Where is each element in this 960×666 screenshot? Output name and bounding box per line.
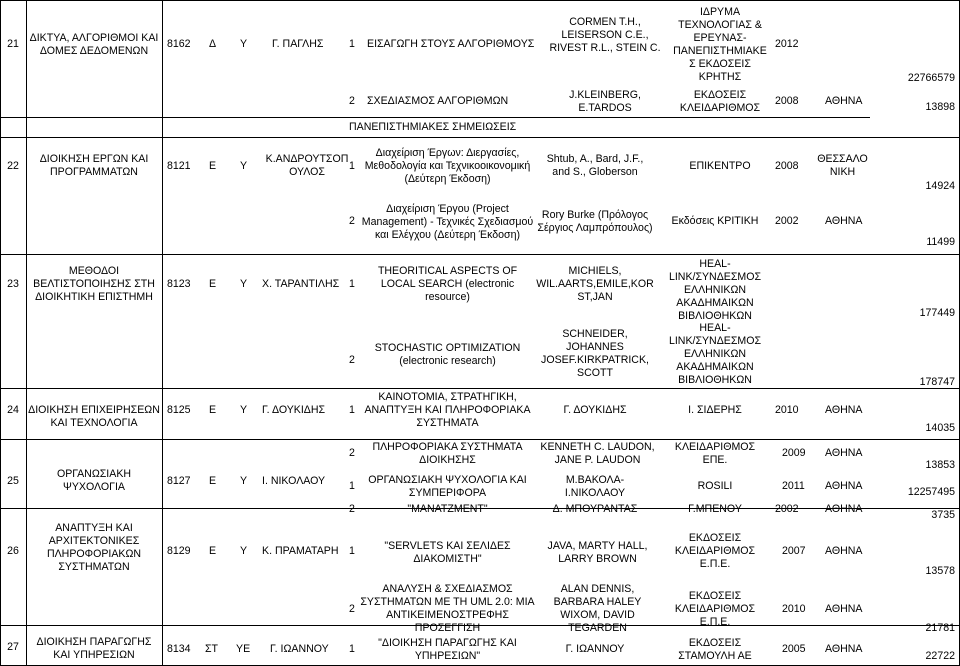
book-seq: 2 xyxy=(349,354,355,366)
course-type: Ε xyxy=(209,278,217,290)
course-code: 8129 xyxy=(167,545,191,557)
book-title: ΑΝΑΛΥΣΗ & ΣΧΕΔΙΑΣΜΟΣ ΣΥΣΤΗΜΑΤΩΝ ΜΕ ΤΗ UML 2.0: ΜΙΑ ΑΝΤΙΚΕΙΜΕΝΟΣΤΡΕΦΗΣ ΠΡΟΣΕΓΓΙΣΗ xyxy=(360,583,535,634)
row-number: 23 xyxy=(7,278,19,290)
book-title: ΚΑΙΝΟΤΟΜΙΑ, ΣΤΡΑΤΗΓΙΚΗ, ΑΝΑΠΤΥΞΗ ΚΑΙ ΠΛΗΡΟΦΟΡΙΑΚΑ ΣΥΣΤΗΜΑΤΑ xyxy=(364,391,531,429)
grid-line xyxy=(26,0,27,666)
book-seq: 1 xyxy=(349,480,355,492)
book-title: Διαχείριση Έργου (Project Management) - Τεχνικές Σχεδιασμού και Ελέγχου (Δεύτερη Έκδοση) xyxy=(361,203,534,241)
course-type: ΣΤ xyxy=(205,643,219,655)
course-semester: Υ xyxy=(240,160,248,172)
book-year: 2012 xyxy=(775,38,799,50)
book-year: 2010 xyxy=(782,603,806,615)
row-number: 27 xyxy=(7,641,19,653)
book-title: "ΔΙΟΙΚΗΣΗ ΠΑΡΑΓΩΓΗΣ ΚΑΙ ΥΠΗΡΕΣΙΩΝ" xyxy=(378,637,517,662)
book-city: ΑΘΗΝΑ xyxy=(825,545,863,557)
course-code: 8121 xyxy=(167,160,191,172)
book-title: "SERVLETS ΚΑΙ ΣΕΛΙΔΕΣ ΔΙΑΚΟΜΙΣΤΗ" xyxy=(384,540,511,565)
book-code: 21781 xyxy=(925,622,955,634)
course-title: ΔΙΟΙΚΗΣΗ ΕΠΙΧΕΙΡΗΣΕΩΝ ΚΑΙ ΤΕΧΝΟΛΟΓΙΑ xyxy=(28,404,160,429)
book-city: ΑΘΗΝΑ xyxy=(825,503,863,515)
book-code: 13898 xyxy=(925,101,955,113)
course-title: ΜΕΘΟΔΟΙ ΒΕΛΤΙΣΤΟΠΟΙΗΣΗΣ ΣΤΗ ΔΙΟΙΚΗΤΙΚΗ ΕΠΙΣΤΗΜΗ xyxy=(33,265,155,303)
book-title: STOCHASTIC OPTIMIZATION (electronic research) xyxy=(374,342,521,367)
book-publisher: ΕΚΔΟΣΕΙΣ ΚΛΕΙΔΑΡΙΘΜΟΣ xyxy=(679,89,761,114)
book-city: ΑΘΗΝΑ xyxy=(825,480,863,492)
book-publisher: ΙΔΡΥΜΑ ΤΕΧΝΟΛΟΓΙΑΣ & ΕΡΕΥΝΑΣ- ΠΑΝΕΠΙΣΤΗΜΙΑΚΕ Σ ΕΚΔΟΣΕΙΣ ΚΡΗΤΗΣ xyxy=(673,6,767,83)
book-year: 2007 xyxy=(782,545,806,557)
book-authors: Μ.ΒΑΚΟΛΑ- Ι.ΝΙΚΟΛΑΟΥ xyxy=(564,474,626,499)
book-year: 2002 xyxy=(775,215,799,227)
course-code: 8162 xyxy=(167,38,191,50)
course-title: ΔΙΟΙΚΗΣΗ ΕΡΓΩΝ ΚΑΙ ΠΡΟΓΡΑΜΜΑΤΩΝ xyxy=(39,153,149,178)
instructor: Γ. ΔΟΥΚΙΔΗΣ xyxy=(262,404,326,416)
book-title: "ΜΑΝΑΤΖΜΕΝΤ" xyxy=(407,503,488,515)
grid-line xyxy=(0,388,960,389)
grid-line xyxy=(0,439,960,440)
course-semester: ΥΕ xyxy=(236,643,251,655)
book-authors: Rory Burke (Πρόλογος Σέργιος Λαμπρόπουλος) xyxy=(537,209,653,234)
book-city: ΑΘΗΝΑ xyxy=(825,215,863,227)
book-publisher: HEAL- LINK/ΣΥΝΔΕΣΜΟΣ ΕΛΛΗΝΙΚΩΝ ΑΚΑΔΗΜΑΙΚΩΝ ΒΙΒΛΙΟΘΗΚΩΝ xyxy=(668,322,762,386)
course-code: 8127 xyxy=(167,475,191,487)
book-seq: 2 xyxy=(349,503,355,515)
book-code: 13853 xyxy=(925,459,955,471)
book-authors: MICHIELS, WIL.AARTS,EMILE,KOR ST,JAN xyxy=(536,265,654,303)
book-authors: SCHNEIDER, JOHANNES JOSEF.KIRKPATRICK, SCOTT xyxy=(541,328,649,379)
book-code: 14924 xyxy=(925,180,955,192)
course-type: Ε xyxy=(209,545,217,557)
book-code: 22722 xyxy=(925,650,955,662)
book-seq: 2 xyxy=(349,603,355,615)
book-code: 3735 xyxy=(931,509,955,521)
book-publisher: ΕΠΙΚΕΝΤΡΟ xyxy=(689,160,751,172)
book-seq: 2 xyxy=(349,447,355,459)
book-city: ΑΘΗΝΑ xyxy=(825,603,863,615)
book-authors: Shtub, A., Bard, J.F., and S., Globerson xyxy=(546,153,644,178)
grid-line xyxy=(0,137,960,138)
course-note: ΠΑΝΕΠΙΣΤΗΜΙΑΚΕΣ ΣΗΜΕΙΩΣΕΙΣ xyxy=(349,121,517,133)
book-title: ΟΡΓΑΝΩΣΙΑΚΗ ΨΥΧΟΛΟΓΙΑ ΚΑΙ ΣΥΜΠΕΡΙΦΟΡΑ xyxy=(368,474,527,499)
book-publisher: Γ.ΜΠΕΝΟΥ xyxy=(688,503,742,515)
book-code: 12257495 xyxy=(907,486,955,498)
book-seq: 1 xyxy=(349,38,355,50)
book-code: 11499 xyxy=(926,236,955,248)
grid-line xyxy=(162,0,163,666)
course-semester: Υ xyxy=(240,278,248,290)
book-year: 2008 xyxy=(775,95,799,107)
course-code: 8123 xyxy=(167,278,191,290)
course-semester: Υ xyxy=(240,404,248,416)
instructor: Κ.ΑΝΔΡΟΥΤΣΟΠ ΟΥΛΟΣ xyxy=(265,153,349,178)
course-semester: Υ xyxy=(240,545,248,557)
grid-line xyxy=(0,0,960,1)
book-city: ΑΘΗΝΑ xyxy=(825,643,863,655)
book-year: 2005 xyxy=(782,643,806,655)
book-code: 14035 xyxy=(925,422,955,434)
row-number: 21 xyxy=(7,38,19,50)
course-title: ΔΙΚΤΥΑ, ΑΛΓΟΡΙΘΜΟΙ ΚΑΙ ΔΟΜΕΣ ΔΕΔΟΜΕΝΩΝ xyxy=(29,32,159,57)
book-city: ΑΘΗΝΑ xyxy=(825,95,863,107)
book-authors: Γ. ΙΩΑΝΝΟΥ xyxy=(565,643,625,655)
book-publisher: ROSILI xyxy=(697,480,733,492)
book-authors: Γ. ΔΟΥΚΙΔΗΣ xyxy=(563,404,627,416)
book-authors: KENNETH C. LAUDON, JANE P. LAUDON xyxy=(540,441,655,466)
book-year: 2009 xyxy=(782,447,806,459)
book-code: 178747 xyxy=(919,376,955,388)
row-number: 25 xyxy=(7,475,19,487)
book-publisher: ΚΛΕΙΔΑΡΙΘΜΟΣ ΕΠΕ. xyxy=(674,441,756,466)
book-seq: 1 xyxy=(349,643,355,655)
book-year: 2002 xyxy=(775,503,799,515)
book-publisher: ΕΚΔΟΣΕΙΣ ΣΤΑΜΟΥΛΗ ΑΕ xyxy=(678,637,752,662)
book-authors: JAVA, MARTY HALL, LARRY BROWN xyxy=(547,540,648,565)
book-code: 177449 xyxy=(919,307,955,319)
course-type: Ε xyxy=(209,160,217,172)
book-seq: 2 xyxy=(349,95,355,107)
book-year: 2010 xyxy=(775,404,799,416)
book-city: ΑΘΗΝΑ xyxy=(825,404,863,416)
instructor: Γ. ΠΑΓΛΗΣ xyxy=(272,38,324,50)
book-seq: 1 xyxy=(349,160,355,172)
course-type: Δ xyxy=(209,38,217,50)
book-publisher: Ι. ΣΙΔΕΡΗΣ xyxy=(688,404,742,416)
course-type: Ε xyxy=(209,475,217,487)
instructor: Κ. ΠΡΑΜΑΤΑΡΗ xyxy=(262,545,339,557)
book-seq: 1 xyxy=(349,545,355,557)
course-title: ΔΙΟΙΚΗΣΗ ΠΑΡΑΓΩΓΗΣ ΚΑΙ ΥΠΗΡΕΣΙΩΝ xyxy=(36,636,152,661)
grid-line xyxy=(0,0,1,666)
book-authors: CORMEN T.H., LEISERSON C.E., RIVEST R.L., STEIN C. xyxy=(549,16,661,54)
book-title: ΣΧΕΔΙΑΣΜΟΣ ΑΛΓΟΡΙΘΜΩΝ xyxy=(367,95,509,107)
book-seq: 1 xyxy=(349,278,355,290)
book-code: 22766579 xyxy=(907,72,955,84)
course-title: ΟΡΓΑΝΩΣΙΑΚΗ ΨΥΧΟΛΟΓΙΑ xyxy=(56,468,132,493)
book-city: ΘΕΣΣΑΛΟ ΝΙΚΗ xyxy=(817,153,868,178)
book-title: ΕΙΣΑΓΩΓΗ ΣΤΟΥΣ ΑΛΓΟΡΙΘΜΟΥΣ xyxy=(367,38,535,50)
course-code: 8134 xyxy=(167,643,191,655)
book-title: ΠΛΗΡΟΦΟΡΙΑΚΑ ΣΥΣΤΗΜΑΤΑ ΔΙΟΙΚΗΣΗΣ xyxy=(372,441,523,466)
instructor: Γ. ΙΩΑΝΝΟΥ xyxy=(270,643,329,655)
course-semester: Υ xyxy=(240,38,248,50)
book-title: THEORITICAL ASPECTS OF LOCAL SEARCH (electronic resource) xyxy=(377,265,518,303)
course-code: 8125 xyxy=(167,404,191,416)
book-seq: 2 xyxy=(349,215,355,227)
row-number: 26 xyxy=(7,545,19,557)
book-seq: 1 xyxy=(349,404,355,416)
book-publisher: Εκδόσεις ΚΡΙΤΙΚΗ xyxy=(671,215,759,227)
book-publisher: ΕΚΔΟΣΕΙΣ ΚΛΕΙΔΑΡΙΘΜΟΣ Ε.Π.Ε. xyxy=(674,532,756,570)
row-number: 22 xyxy=(7,160,19,172)
book-city: ΑΘΗΝΑ xyxy=(825,447,863,459)
instructor: Ι. ΝΙΚΟΛΑΟΥ xyxy=(262,475,326,487)
book-publisher: HEAL- LINK/ΣΥΝΔΕΣΜΟΣ ΕΛΛΗΝΙΚΩΝ ΑΚΑΔΗΜΑΙΚΩΝ ΒΙΒΛΙΟΘΗΚΩΝ xyxy=(668,258,762,322)
book-authors: J.KLEINBERG, E.TARDOS xyxy=(569,89,641,114)
course-title: ΑΝΑΠΤΥΞΗ ΚΑΙ ΑΡΧΙΤΕΚΤΟΝΙΚΕΣ ΠΛΗΡΟΦΟΡΙΑΚΩΝ ΣΥΣΤΗΜΑΤΩΝ xyxy=(46,522,142,573)
book-publisher: ΕΚΔΟΣΕΙΣ ΚΛΕΙΔΑΡΙΘΜΟΣ Ε.Π.Ε. xyxy=(674,590,756,628)
book-code: 13578 xyxy=(925,565,955,577)
book-authors: Δ. ΜΠΟΥΡΑΝΤΑΣ xyxy=(552,503,638,515)
book-year: 2011 xyxy=(782,480,805,492)
instructor: Χ. ΤΑΡΑΝΤΙΛΗΣ xyxy=(262,278,340,290)
course-semester: Υ xyxy=(240,475,248,487)
grid-line xyxy=(0,254,960,255)
book-title: Διαχείριση Έργων: Διεργασίες, Μεθοδολογία και Τεχνικοοικονομική (Δεύτερη Έκδοση) xyxy=(364,147,531,185)
course-type: Ε xyxy=(209,404,217,416)
grid-line xyxy=(0,117,870,118)
book-authors: ALAN DENNIS, BARBARA HALEY WIXOM, DAVID TEGARDEN xyxy=(553,583,642,634)
row-number: 24 xyxy=(7,404,19,416)
book-year: 2008 xyxy=(775,160,799,172)
